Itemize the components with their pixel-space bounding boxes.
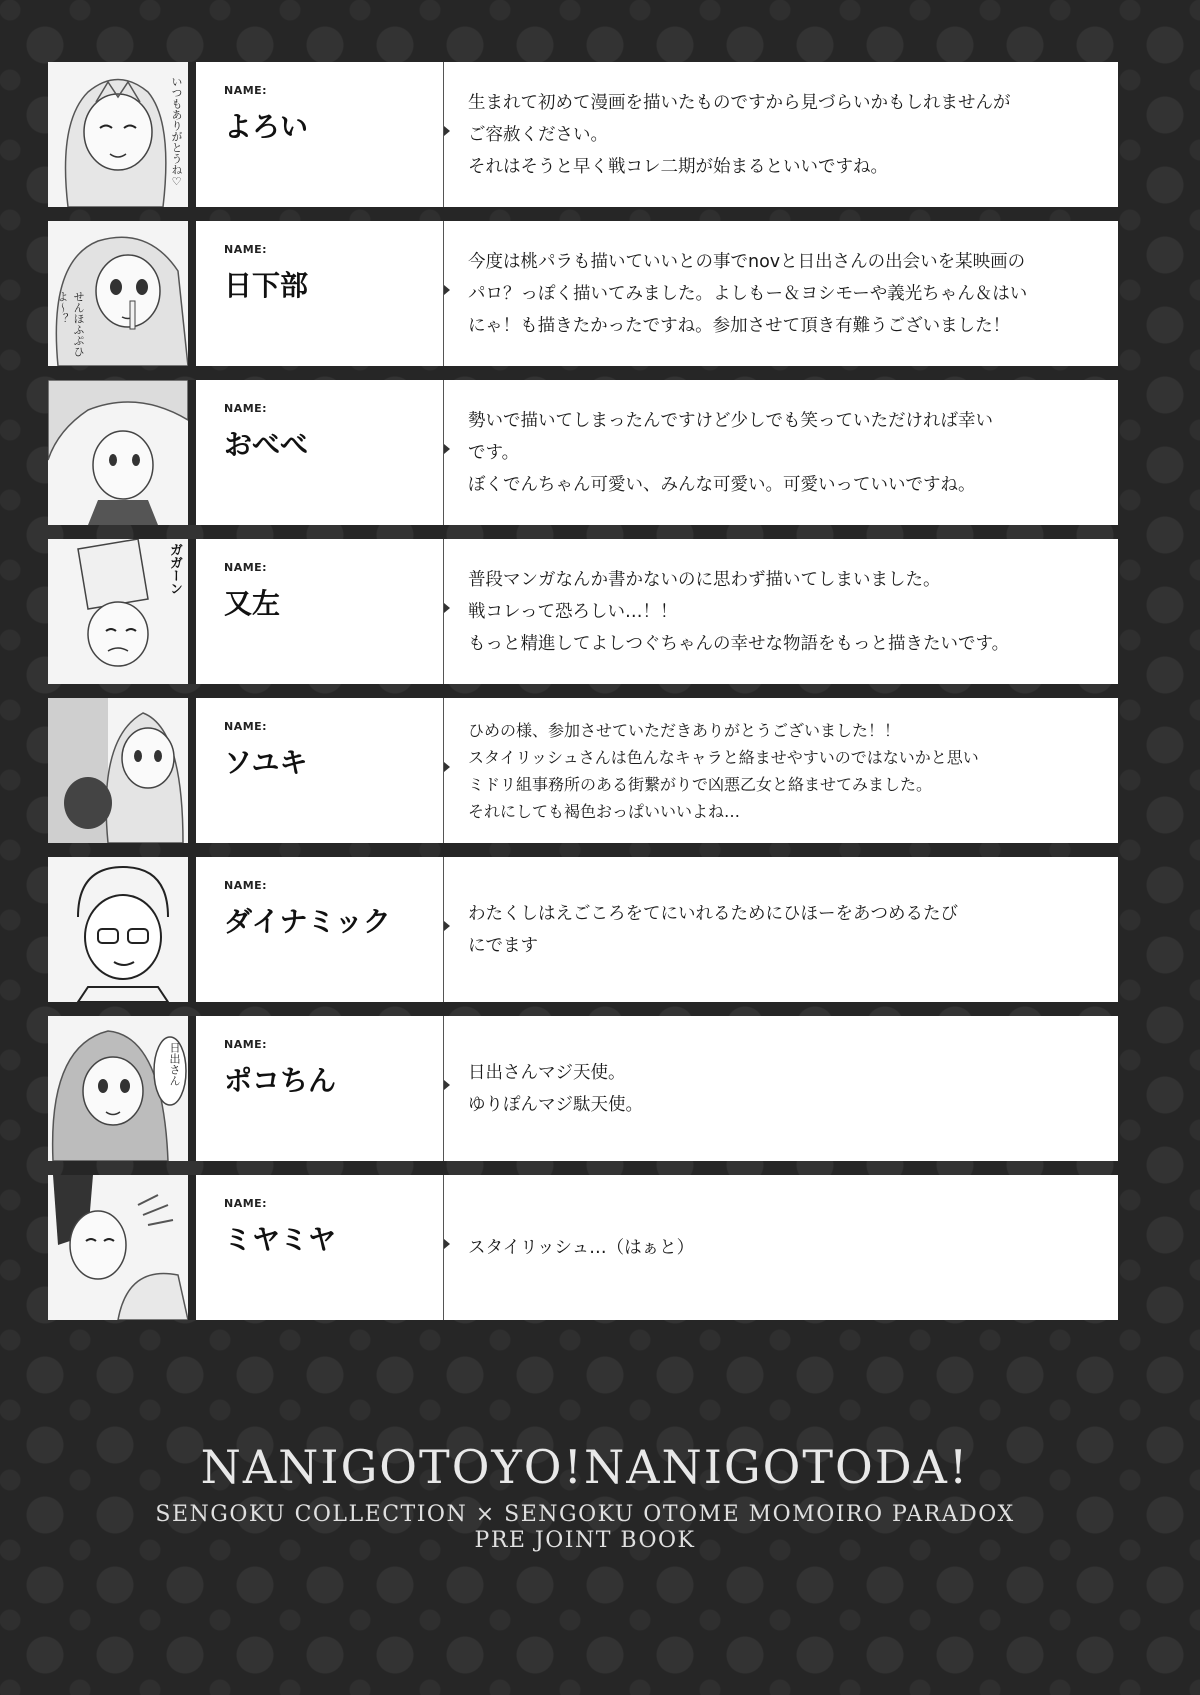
name-cell [196,698,444,843]
contributor-row [48,539,1118,684]
book-title-block [0,1440,1200,1554]
arrow-marker-icon [444,126,450,136]
contributor-name: ダイナミック [224,905,391,938]
contributor-name: ポコちん [224,1064,337,1097]
name-cell [196,857,444,1002]
comment-cell [444,539,1118,684]
thumbnail-caption: せんほふぷひよ〜？ [56,291,85,357]
comment-cell [444,221,1118,366]
comment-line: 普段マンガなんか書かないのに思わず描いてしまいました。 [468,569,941,590]
contributor-name: おべべ [224,428,309,461]
comment-line: ゆりぽんマジ駄天使。 [468,1094,643,1115]
contributor-thumbnail [48,380,196,525]
name-label: NAME: [224,84,268,97]
name-label: NAME: [224,561,268,574]
contributor-row [48,1016,1118,1161]
name-label: NAME: [224,879,268,892]
comment-line: にでます [468,935,538,956]
name-cell [196,62,444,207]
name-cell [196,539,444,684]
comment-line: それはそうと早く戦コレ二期が始まるといいですね。 [468,156,888,177]
name-cell [196,1016,444,1161]
contributor-thumbnail [48,221,196,366]
comment-text [468,717,979,825]
comment-line: わたくしはえごころをてにいれるためにひほーをあつめるたび [468,903,958,924]
name-cell [196,1175,444,1320]
name-label: NAME: [224,243,268,256]
comment-line: 戦コレって恐ろしい…！！ [468,601,678,622]
arrow-marker-icon [444,603,450,613]
comment-cell [444,1175,1118,1320]
contributor-name: よろい [224,110,309,143]
name-label: NAME: [224,1038,268,1051]
comment-line: です。 [468,442,520,463]
comment-line: ぼくでんちゃん可愛い、みんな可愛い。可愛いっていいですね。 [468,474,976,495]
comment-line: ひめの様、参加させていただきありがとうございました！！ [468,720,901,740]
contributor-name: ミヤミヤ [224,1223,337,1256]
comment-line: スタイリッシュ…（はぁと） [468,1237,695,1258]
comment-cell [444,698,1118,843]
comment-line: 勢いで描いてしまったんですけど少しでも笑っていただければ幸い [468,410,993,431]
contributor-name: ソユキ [224,746,308,779]
comment-line: もっと精進してよしつぐちゃんの幸せな物語をもっと描きたいです。 [468,633,1010,654]
name-label: NAME: [224,402,268,415]
comment-text [468,564,1009,660]
arrow-marker-icon [444,444,450,454]
name-label: NAME: [224,1197,268,1210]
contributor-name: 日下部 [224,269,309,302]
contributor-row [48,62,1118,207]
comment-text [468,87,1011,183]
comment-cell [444,857,1118,1002]
comment-line: 今度は桃パラも描いていいとの事でnovと日出さんの出会いを某映画の [468,251,1026,272]
contributor-thumbnail [48,857,196,1002]
comment-line: にゃ！も描きたかったですね。参加させて頂き有難うございました！ [468,315,1011,336]
comment-cell [444,1016,1118,1161]
contributor-thumbnail [48,539,196,684]
arrow-marker-icon [444,921,450,931]
comment-cell [444,62,1118,207]
comment-line: パロ？っぽく描いてみました。よしもー＆ヨシモーや義光ちゃん＆はい [468,283,1028,304]
contributor-row [48,380,1118,525]
thumbnail-caption: ガガーン [167,543,182,595]
comment-line: それにしても褐色おっぱいいいよね… [468,801,741,821]
comment-line: 日出さんマジ天使。 [468,1062,626,1083]
comment-line: スタイリッシュさんは色んなキャラと絡ませやすいのではないかと思い [468,747,979,767]
book-subtitle: SENGOKU COLLECTION × SENGOKU OTOME MOMOIRO PARADOX [155,1502,1015,1527]
name-cell [196,380,444,525]
arrow-marker-icon [444,1239,450,1249]
comment-line: ご容赦ください。 [468,124,608,145]
contributor-row [48,698,1118,843]
contributor-thumbnail [48,1016,196,1161]
contributor-row [48,857,1118,1002]
arrow-marker-icon [444,762,450,772]
book-title: NANIGOTOYO!NANIGOTODA! [200,1440,970,1494]
thumbnail-caption: 日出さん [168,1042,181,1086]
comment-text [468,246,1027,342]
comment-line: 生まれて初めて漫画を描いたものですから見づらいかもしれませんが [468,92,1011,113]
arrow-marker-icon [444,285,450,295]
comment-line: ミドリ組事務所のある街繋がりで凶悪乙女と絡ませてみました。 [468,774,933,794]
book-subtitle-line2: PRE JOINT BOOK [474,1528,696,1553]
thumbnail-caption: いつもありがとうね♡ [170,76,183,188]
arrow-marker-icon [444,1080,450,1090]
comment-text [468,898,958,962]
contributor-row [48,1175,1118,1320]
contributor-thumbnail [48,62,196,207]
comment-cell [444,380,1118,525]
contributor-row [48,221,1118,366]
name-cell [196,221,444,366]
comment-text [468,405,993,501]
contributor-thumbnail [48,1175,196,1320]
comment-text [468,1057,643,1121]
contributor-name: 又左 [224,587,281,620]
name-label: NAME: [224,720,268,733]
comment-text [468,1232,694,1264]
contributor-thumbnail [48,698,196,843]
